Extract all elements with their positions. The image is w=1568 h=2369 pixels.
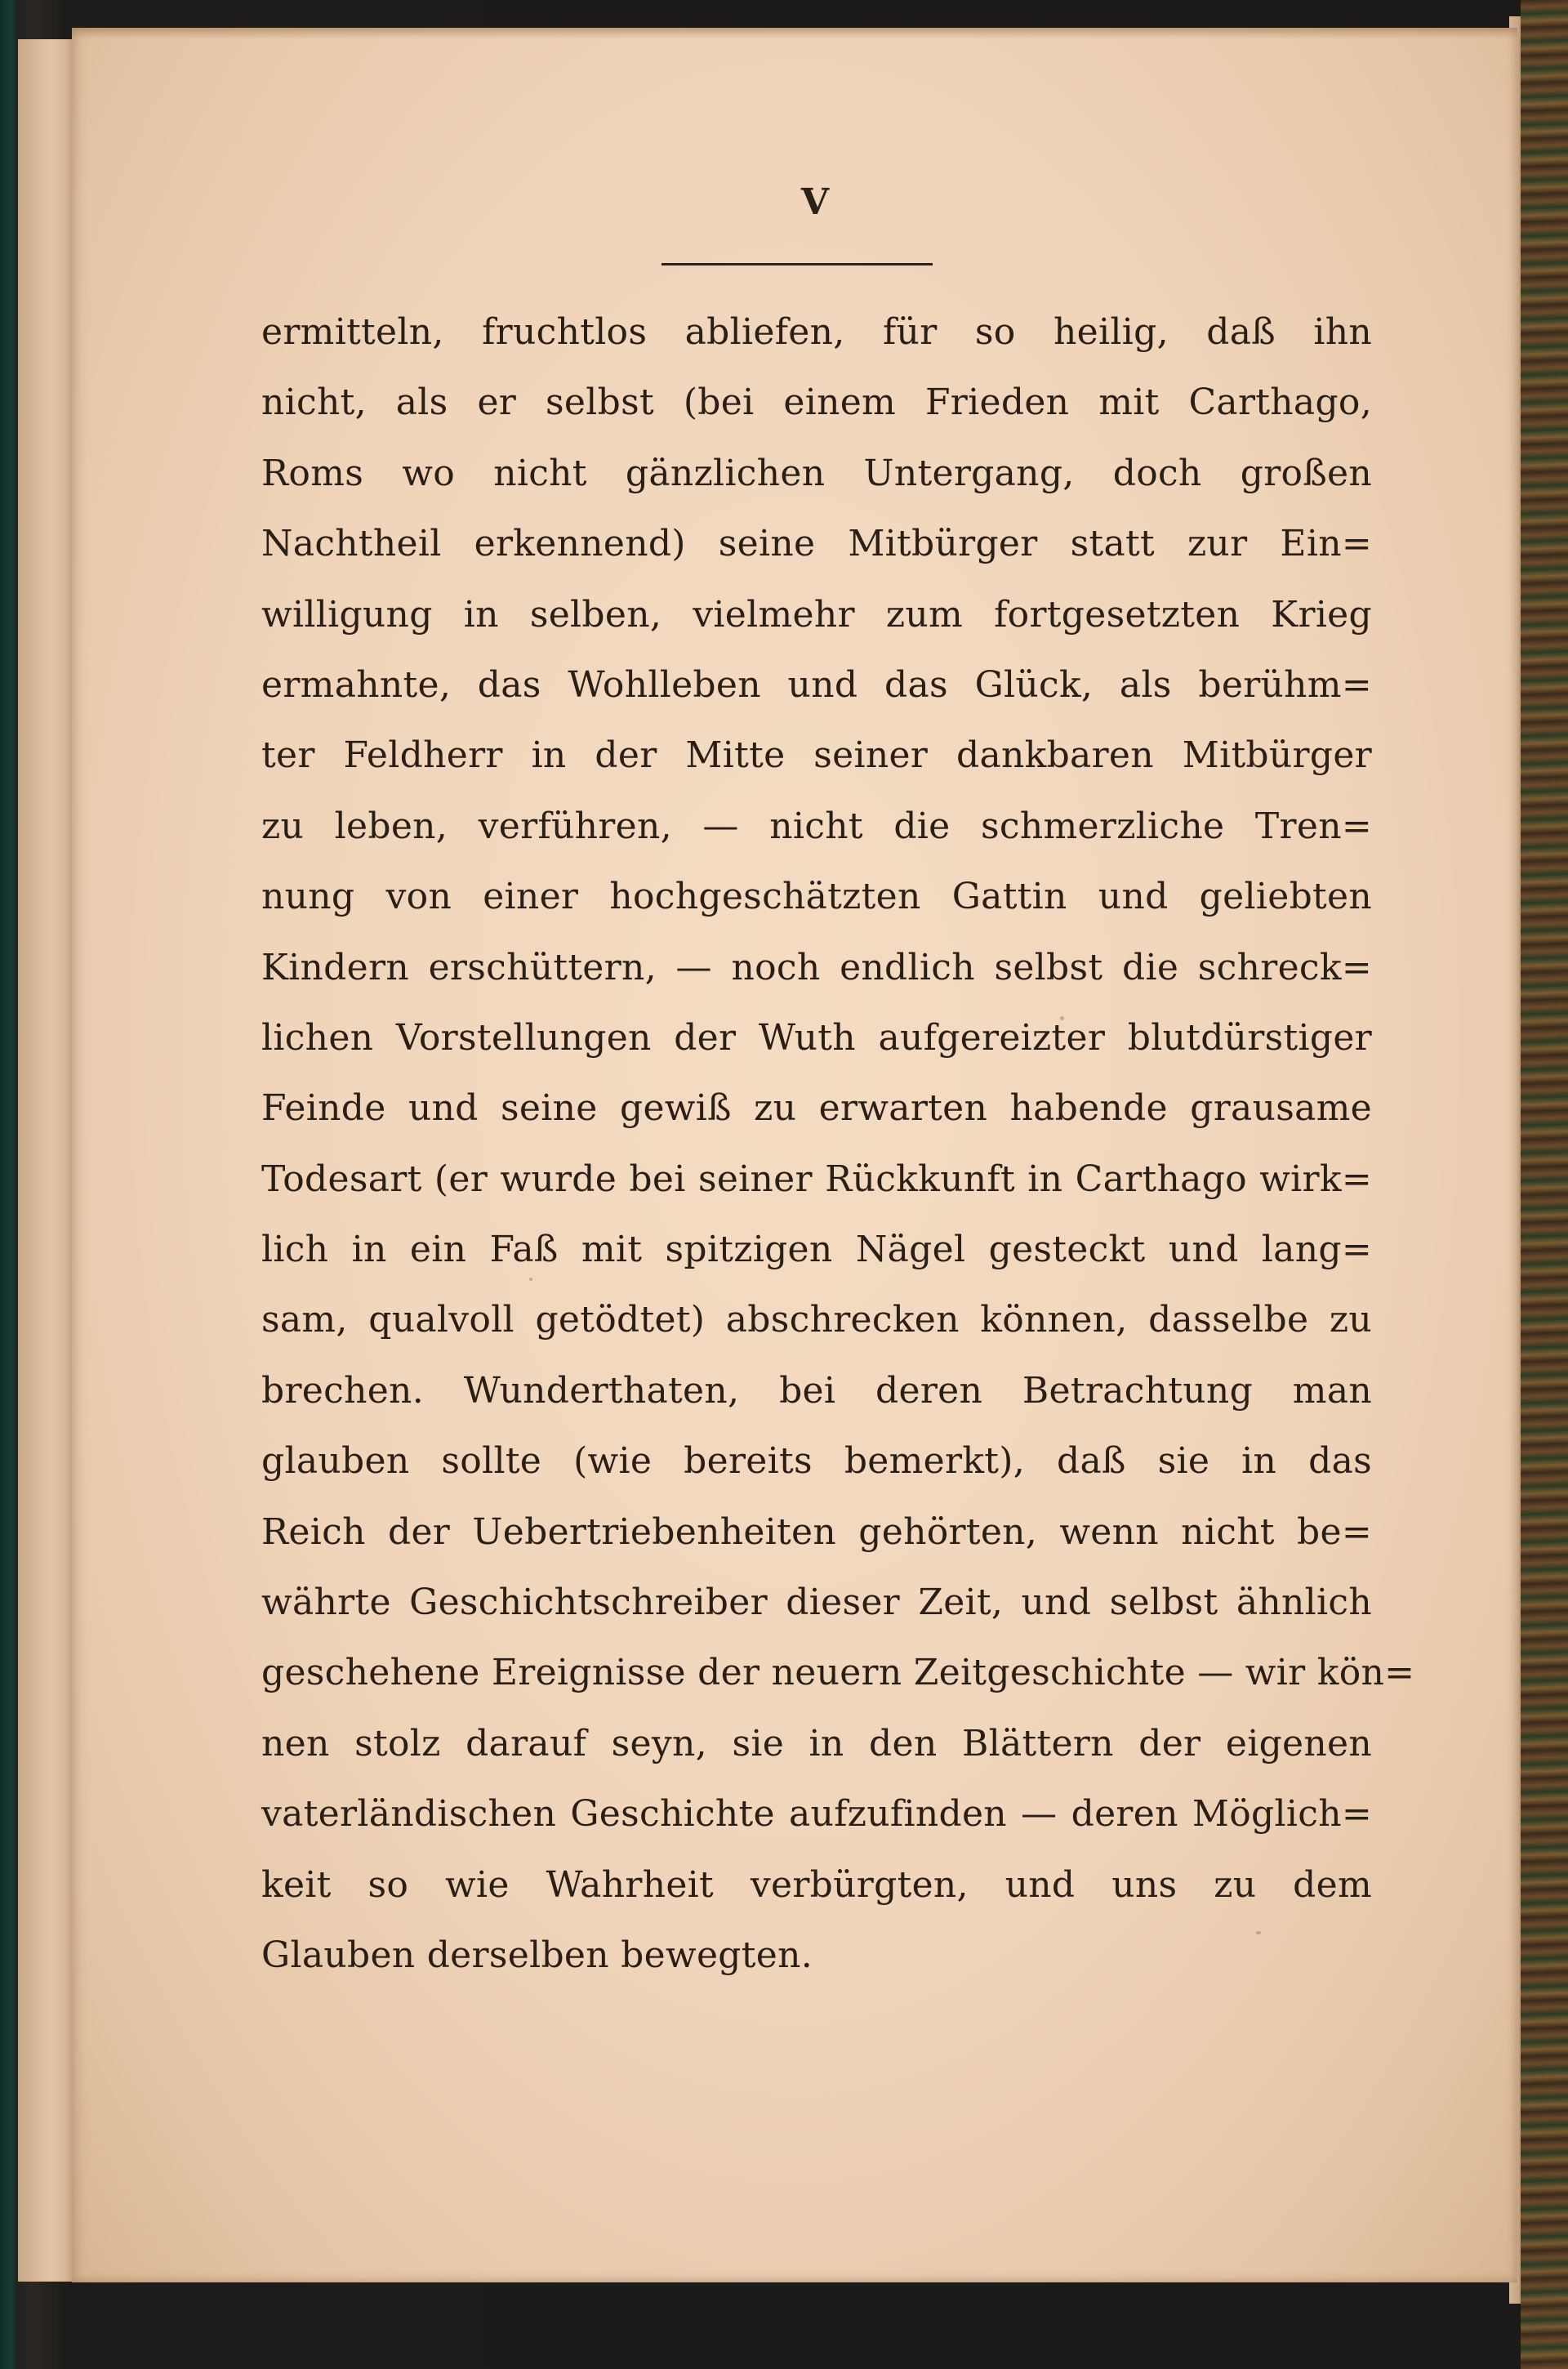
header-rule <box>662 263 933 265</box>
text-line: nung von einer hochgeschätzten Gattin und geliebten <box>261 876 1372 918</box>
marbled-cover-edge <box>1521 0 1568 2369</box>
text-line: willigung in selben, vielmehr zum fortgesetzten Krieg <box>261 593 1372 636</box>
text-line: sam, qualvoll getödtet) abschrecken können, dasselbe zu <box>261 1299 1372 1341</box>
text-line: währte Geschichtschreiber dieser Zeit, und selbst ähnlich <box>261 1582 1372 1624</box>
text-line: keit so wie Wahrheit verbürgten, und uns zu dem <box>261 1863 1372 1906</box>
text-line: zu leben, verführen, — nicht die schmerzliche Tren= <box>261 805 1372 847</box>
text-line: Reich der Uebertriebenheiten gehörten, wenn nicht be= <box>261 1510 1372 1553</box>
text-line: nicht, als er selbst (bei einem Frieden mit Carthago, <box>261 381 1372 424</box>
page-number: V <box>800 181 830 223</box>
text-line: Nachtheil erkennend) seine Mitbürger statt zur Ein= <box>261 523 1372 565</box>
text-line: brechen. Wunderthaten, bei deren Betrachtung man <box>261 1369 1372 1412</box>
text-line: nen stolz darauf seyn, sie in den Blättern der eigenen <box>261 1722 1372 1764</box>
previous-page-edge <box>18 39 78 2282</box>
book-page <box>72 28 1517 2282</box>
text-line: lich in ein Faß mit spitzigen Nägel gesteckt und lang= <box>261 1229 1372 1271</box>
text-line: ermitteln, fruchtlos abliefen, für so heilig, daß ihn <box>261 311 1372 353</box>
text-line: ermahnte, das Wohlleben und das Glück, als berühm= <box>261 663 1372 706</box>
text-line: lichen Vorstellungen der Wuth aufgereizter blutdürstiger <box>261 1016 1372 1059</box>
text-line: vaterländischen Geschichte aufzufinden — deren Möglich= <box>261 1793 1372 1836</box>
text-line: geschehene Ereignisse der neuern Zeitgeschichte — wir kön= <box>261 1652 1415 1694</box>
binding-cloth-left <box>0 0 18 2369</box>
text-line: Kindern erschüttern, — noch endlich selbst die schreck= <box>261 946 1372 988</box>
text-line: Feinde und seine gewiß zu erwarten habende grausame <box>261 1087 1372 1130</box>
text-line: glauben sollte (wie bereits bemerkt), daß sie in das <box>261 1440 1372 1483</box>
text-line: Glauben derselben bewegten. <box>261 1934 813 1976</box>
body-text <box>261 297 1415 1991</box>
text-line: Roms wo nicht gänzlichen Untergang, doch großen <box>261 452 1372 494</box>
text-line: ter Feldherr in der Mitte seiner dankbaren Mitbürger <box>261 734 1372 777</box>
text-line: Todesart (er wurde bei seiner Rückkunft in Carthago wirk= <box>261 1158 1372 1200</box>
